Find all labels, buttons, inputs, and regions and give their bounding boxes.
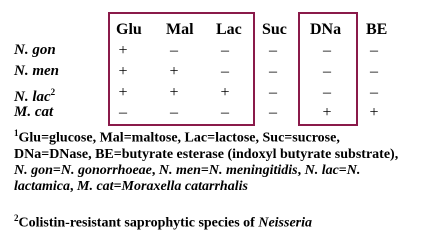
table-cell: –: [323, 63, 331, 80]
table-cell: –: [269, 84, 277, 101]
table-cell: +: [169, 84, 179, 101]
column-header-be: BE: [366, 21, 388, 38]
row-label-m-cat: [14, 104, 53, 121]
row-label-text: N. lac: [14, 89, 51, 105]
row-label-text: M. cat: [14, 104, 54, 120]
table-cell: –: [170, 104, 178, 121]
footnote-1: $^1$Glu=glucose, Mal=maltose, Lac=lactose, Suc=sucrose, DNa=DNase, BE=butyrate esterase (indoxyl butyrate substrate), N. gon=N. gonorrhoeae, N. men=N. meningitidis, N. lac=N. lactamica, M. cat=Moraxella catarrhalis: [14, 128, 399, 194]
table-cell: –: [119, 104, 127, 121]
table-cell: –: [269, 42, 277, 59]
table-cell: +: [220, 84, 230, 101]
footnote-marker: 2: [14, 213, 19, 223]
table-cell: +: [118, 63, 128, 80]
table-cell: +: [118, 84, 128, 101]
column-header-dna: DNa: [310, 21, 342, 38]
table-cell: +: [322, 104, 332, 121]
footnote-2: $^2$Colistin-resistant saprophytic species of Neisseria: [14, 213, 312, 231]
row-label-n-men: [14, 63, 59, 80]
row-label-text: N. men: [14, 63, 59, 79]
table-cell: –: [221, 63, 229, 80]
table-cell: –: [221, 104, 229, 121]
column-header-suc: Suc: [262, 21, 287, 38]
row-label-n-lac: [14, 84, 55, 106]
table-cell: –: [269, 104, 277, 121]
table-cell: +: [118, 42, 128, 59]
footnote-marker: 1: [14, 128, 19, 138]
table-cell: –: [370, 63, 378, 80]
column-header-glu: Glu: [116, 21, 142, 38]
table-cell: +: [369, 104, 379, 121]
column-header-lac: Lac: [216, 21, 242, 38]
table-cell: –: [323, 42, 331, 59]
table-cell: –: [370, 84, 378, 101]
table-cell: –: [170, 42, 178, 59]
footnote-ref-2: 2: [50, 87, 56, 97]
table-cell: –: [269, 63, 277, 80]
row-label-text: N. gon: [14, 42, 56, 58]
table-cell: +: [169, 63, 179, 80]
table-cell: –: [221, 42, 229, 59]
table-cell: –: [323, 84, 331, 101]
row-label-n-gon: [14, 42, 56, 59]
table-cell: –: [370, 42, 378, 59]
column-header-mal: Mal: [166, 21, 194, 38]
